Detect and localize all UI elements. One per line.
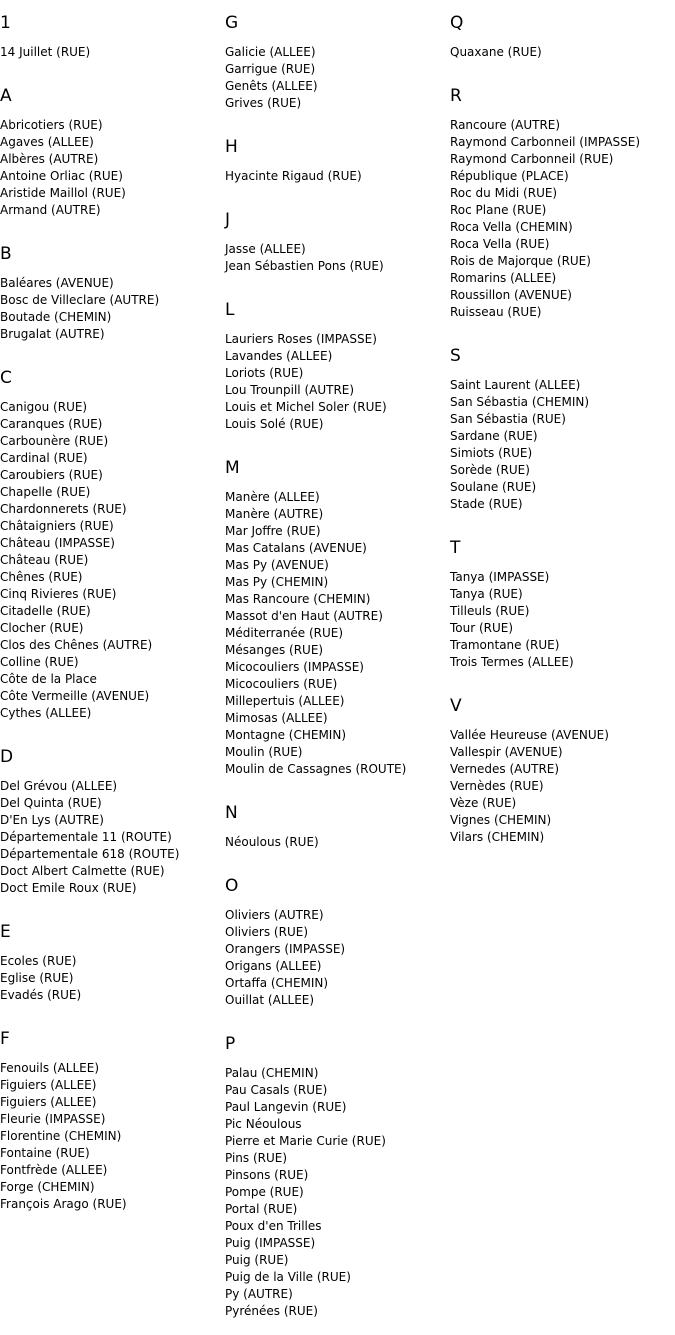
street-item: Louis et Michel Soler (RUE) — [225, 400, 387, 414]
street-item: Abricotiers (RUE) — [0, 118, 103, 132]
street-item: Lavandes (ALLEE) — [225, 349, 333, 363]
street-item: Trois Termes (ALLEE) — [450, 655, 574, 669]
letter-section — [0, 83, 222, 219]
street-item: Moulin de Cassagnes (ROUTE) — [225, 762, 407, 776]
street-item: Pinsons (RUE) — [225, 1168, 309, 1182]
street-item: Millepertuis (ALLEE) — [225, 694, 345, 708]
section-spacer — [0, 1004, 222, 1026]
street-item: Mas Py (AVENUE) — [225, 558, 329, 572]
street-item: Néoulous (RUE) — [225, 835, 319, 849]
street-item: Pau Casals (RUE) — [225, 1083, 328, 1097]
letter-section — [225, 455, 447, 778]
street-item: Loriots (RUE) — [225, 366, 304, 380]
section-spacer — [0, 343, 222, 365]
street-item: Oliviers (AUTRE) — [225, 908, 324, 922]
street-item: Mimosas (ALLEE) — [225, 711, 328, 725]
letter-section — [225, 134, 447, 185]
street-item: Micocouliers (IMPASSE) — [225, 660, 364, 674]
letter-section — [0, 919, 222, 1004]
street-index-column-3 — [450, 10, 672, 846]
street-item: Fenouils (ALLEE) — [0, 1061, 100, 1075]
street-item: Fontfrède (ALLEE) — [0, 1163, 108, 1177]
street-item: Départementale 11 (ROUTE) — [0, 830, 172, 844]
section-letter-heading: B — [0, 244, 12, 264]
street-item: Ouillat (ALLEE) — [225, 993, 315, 1007]
street-item: Vallespir (AVENUE) — [450, 745, 563, 759]
street-item: Moulin (RUE) — [225, 745, 303, 759]
street-item: Départementale 618 (ROUTE) — [0, 847, 180, 861]
section-spacer — [225, 433, 447, 455]
street-item: Jasse (ALLEE) — [225, 242, 306, 256]
street-item: Orangers (IMPASSE) — [225, 942, 346, 956]
street-item: Mas Catalans (AVENUE) — [225, 541, 367, 555]
street-item: San Sébastia (CHEMIN) — [450, 395, 590, 409]
street-item: Micocouliers (RUE) — [225, 677, 338, 691]
street-item: Fontaine (RUE) — [0, 1146, 90, 1160]
section-spacer — [450, 513, 672, 535]
street-item: Manère (ALLEE) — [225, 490, 320, 504]
street-item: Vernedes (AUTRE) — [450, 762, 560, 776]
street-item: Cardinal (RUE) — [0, 451, 88, 465]
street-item: Forge (CHEMIN) — [0, 1180, 95, 1194]
letter-section — [0, 1026, 222, 1213]
street-list — [450, 44, 672, 61]
street-item: Del Quinta (RUE) — [0, 796, 102, 810]
street-list — [225, 44, 447, 112]
street-item: Tilleuls (RUE) — [450, 604, 530, 618]
street-item: Albères (AUTRE) — [0, 152, 99, 166]
letter-section — [450, 343, 672, 513]
street-item: Garrigue (RUE) — [225, 62, 316, 76]
section-letter-heading: 1 — [0, 13, 11, 33]
street-list — [225, 241, 447, 275]
street-item: Manère (AUTRE) — [225, 507, 324, 521]
letter-section — [450, 10, 672, 61]
street-item: Louis Solé (RUE) — [225, 417, 324, 431]
street-item: Palau (CHEMIN) — [225, 1066, 319, 1080]
street-item: Tramontane (RUE) — [450, 638, 560, 652]
section-letter-heading: T — [450, 538, 461, 558]
street-item: Cythes (ALLEE) — [0, 706, 92, 720]
letter-section — [225, 1031, 447, 1320]
letter-section — [225, 207, 447, 275]
street-item: Puig de la Ville (RUE) — [225, 1270, 351, 1284]
section-letter-heading: S — [450, 346, 461, 366]
street-item: Doct Emile Roux (RUE) — [0, 881, 137, 895]
street-index-column-2 — [225, 10, 447, 1320]
letter-section — [450, 693, 672, 846]
street-item: Sardane (RUE) — [450, 429, 538, 443]
street-item: Stade (RUE) — [450, 497, 523, 511]
street-item: Tanya (IMPASSE) — [450, 570, 550, 584]
letter-section — [225, 873, 447, 1009]
street-item: Roca Vella (CHEMIN) — [450, 220, 573, 234]
section-letter-heading: V — [450, 696, 462, 716]
street-item: Baléares (AVENUE) — [0, 276, 114, 290]
street-item: Jean Sébastien Pons (RUE) — [225, 259, 384, 273]
street-item: Mas Py (CHEMIN) — [225, 575, 329, 589]
street-item: Colline (RUE) — [0, 655, 79, 669]
street-item: Château (IMPASSE) — [0, 536, 115, 550]
section-letter-heading: J — [225, 210, 231, 230]
letter-section — [450, 83, 672, 321]
street-list — [0, 778, 222, 897]
street-item: Portal (RUE) — [225, 1202, 298, 1216]
street-item: Antoine Orliac (RUE) — [0, 169, 123, 183]
street-item: Caranques (RUE) — [0, 417, 103, 431]
street-index-column-1 — [0, 10, 222, 1213]
street-item: Florentine (CHEMIN) — [0, 1129, 122, 1143]
section-letter-heading: C — [0, 368, 12, 388]
street-item: République (PLACE) — [450, 169, 569, 183]
street-list — [450, 569, 672, 671]
street-item: Châtaigniers (RUE) — [0, 519, 114, 533]
street-list — [225, 1065, 447, 1320]
letter-section — [450, 535, 672, 671]
street-list — [450, 727, 672, 846]
street-item: Chardonnerets (RUE) — [0, 502, 127, 516]
street-item: Evadés (RUE) — [0, 988, 82, 1002]
street-item: Rancoure (AUTRE) — [450, 118, 561, 132]
street-item: Quaxane (RUE) — [450, 45, 542, 59]
letter-section — [0, 10, 222, 61]
street-item: Cinq Rivieres (RUE) — [0, 587, 117, 601]
letter-section — [0, 365, 222, 722]
section-letter-heading: P — [225, 1034, 236, 1054]
street-item: San Sébastia (RUE) — [450, 412, 566, 426]
section-letter-heading: M — [225, 458, 240, 478]
street-item: Mar Joffre (RUE) — [225, 524, 321, 538]
street-item: Pic Néoulous — [225, 1117, 302, 1131]
street-item: Boutade (CHEMIN) — [0, 310, 112, 324]
section-spacer — [0, 61, 222, 83]
street-list — [225, 907, 447, 1009]
street-item: Oliviers (RUE) — [225, 925, 308, 939]
street-item: Pins (RUE) — [225, 1151, 288, 1165]
letter-section — [225, 297, 447, 433]
section-spacer — [225, 778, 447, 800]
street-item: Vallée Heureuse (AVENUE) — [450, 728, 609, 742]
street-item: Ortaffa (CHEMIN) — [225, 976, 329, 990]
section-letter-heading: G — [225, 13, 239, 33]
letter-section — [0, 241, 222, 343]
section-letter-heading: H — [225, 137, 238, 157]
street-item: Raymond Carbonneil (RUE) — [450, 152, 614, 166]
section-spacer — [225, 275, 447, 297]
street-item: Figuiers (ALLEE) — [0, 1095, 97, 1109]
street-list — [0, 1060, 222, 1213]
street-item: Hyacinte Rigaud (RUE) — [225, 169, 362, 183]
street-item: Soulane (RUE) — [450, 480, 537, 494]
street-item: Pyrénées (RUE) — [225, 1304, 318, 1318]
street-item: Lou Trounpill (AUTRE) — [225, 383, 355, 397]
street-item: Armand (AUTRE) — [0, 203, 101, 217]
street-item: Château (RUE) — [0, 553, 89, 567]
street-item: Caroubiers (RUE) — [0, 468, 103, 482]
street-list — [0, 953, 222, 1004]
street-item: Mas Rancoure (CHEMIN) — [225, 592, 371, 606]
street-item: Brugalat (AUTRE) — [0, 327, 105, 341]
street-list — [0, 44, 222, 61]
street-item: Roussillon (AVENUE) — [450, 288, 572, 302]
street-item: Mésanges (RUE) — [225, 643, 324, 657]
street-item: Vignes (CHEMIN) — [450, 813, 552, 827]
street-list — [450, 377, 672, 513]
street-item: D'En Lys (AUTRE) — [0, 813, 104, 827]
street-item: Clos des Chênes (AUTRE) — [0, 638, 153, 652]
street-item: Carbounère (RUE) — [0, 434, 109, 448]
street-item: François Arago (RUE) — [0, 1197, 127, 1211]
section-letter-heading: E — [0, 922, 11, 942]
street-item: Canigou (RUE) — [0, 400, 88, 414]
street-item: Vilars (CHEMIN) — [450, 830, 545, 844]
street-item: Ecoles (RUE) — [0, 954, 77, 968]
street-item: Eglise (RUE) — [0, 971, 74, 985]
section-spacer — [225, 185, 447, 207]
street-item: Genêts (ALLEE) — [225, 79, 318, 93]
street-item: Py (AUTRE) — [225, 1287, 293, 1301]
street-item: Tanya (RUE) — [450, 587, 523, 601]
street-list — [450, 117, 672, 321]
street-item: Fleurie (IMPASSE) — [0, 1112, 106, 1126]
street-item: Clocher (RUE) — [0, 621, 84, 635]
street-item: Agaves (ALLEE) — [0, 135, 94, 149]
street-list — [0, 399, 222, 722]
street-list — [225, 489, 447, 778]
section-spacer — [225, 112, 447, 134]
street-item: Simiots (RUE) — [450, 446, 533, 460]
section-spacer — [225, 851, 447, 873]
street-list — [0, 117, 222, 219]
street-item: Puig (RUE) — [225, 1253, 289, 1267]
section-spacer — [0, 897, 222, 919]
street-item: 14 Juillet (RUE) — [0, 45, 91, 59]
section-spacer — [0, 219, 222, 241]
street-item: Rois de Majorque (RUE) — [450, 254, 591, 268]
street-item: Doct Albert Calmette (RUE) — [0, 864, 165, 878]
street-item: Lauriers Roses (IMPASSE) — [225, 332, 377, 346]
street-list — [0, 275, 222, 343]
section-spacer — [450, 671, 672, 693]
letter-section — [225, 800, 447, 851]
section-spacer — [450, 61, 672, 83]
street-item: Tour (RUE) — [450, 621, 514, 635]
street-item: Côte de la Place — [0, 672, 97, 686]
street-item: Romarins (ALLEE) — [450, 271, 557, 285]
section-letter-heading: L — [225, 300, 235, 320]
section-letter-heading: D — [0, 747, 14, 767]
street-list — [225, 168, 447, 185]
section-letter-heading: N — [225, 803, 238, 823]
street-item: Roc Plane (RUE) — [450, 203, 547, 217]
street-item: Roc du Midi (RUE) — [450, 186, 558, 200]
street-item: Vèze (RUE) — [450, 796, 517, 810]
street-item: Puig (IMPASSE) — [225, 1236, 316, 1250]
section-spacer — [225, 1009, 447, 1031]
street-item: Sorède (RUE) — [450, 463, 530, 477]
street-item: Paul Langevin (RUE) — [225, 1100, 347, 1114]
letter-section — [225, 10, 447, 112]
street-item: Figuiers (ALLEE) — [0, 1078, 97, 1092]
street-list — [225, 331, 447, 433]
street-list — [225, 834, 447, 851]
street-item: Pierre et Marie Curie (RUE) — [225, 1134, 386, 1148]
street-item: Méditerranée (RUE) — [225, 626, 344, 640]
section-letter-heading: Q — [450, 13, 464, 33]
street-item: Roca Vella (RUE) — [450, 237, 550, 251]
section-letter-heading: O — [225, 876, 239, 896]
street-item: Aristide Maillol (RUE) — [0, 186, 126, 200]
street-item: Massot d'en Haut (AUTRE) — [225, 609, 383, 623]
street-item: Galicie (ALLEE) — [225, 45, 316, 59]
street-item: Grives (RUE) — [225, 96, 302, 110]
section-letter-heading: R — [450, 86, 462, 106]
street-item: Montagne (CHEMIN) — [225, 728, 346, 742]
street-item: Citadelle (RUE) — [0, 604, 91, 618]
section-spacer — [0, 722, 222, 744]
street-item: Saint Laurent (ALLEE) — [450, 378, 581, 392]
street-item: Del Grévou (ALLEE) — [0, 779, 118, 793]
section-letter-heading: A — [0, 86, 12, 106]
street-item: Poux d'en Trilles — [225, 1219, 322, 1233]
street-item: Chênes (RUE) — [0, 570, 83, 584]
section-spacer — [450, 321, 672, 343]
letter-section — [0, 744, 222, 897]
street-item: Ruisseau (RUE) — [450, 305, 542, 319]
street-item: Vernèdes (RUE) — [450, 779, 544, 793]
street-item: Raymond Carbonneil (IMPASSE) — [450, 135, 641, 149]
street-item: Côte Vermeille (AVENUE) — [0, 689, 150, 703]
street-item: Origans (ALLEE) — [225, 959, 322, 973]
street-item: Pompe (RUE) — [225, 1185, 304, 1199]
street-item: Chapelle (RUE) — [0, 485, 91, 499]
section-letter-heading: F — [0, 1029, 10, 1049]
street-item: Bosc de Villeclare (AUTRE) — [0, 293, 160, 307]
